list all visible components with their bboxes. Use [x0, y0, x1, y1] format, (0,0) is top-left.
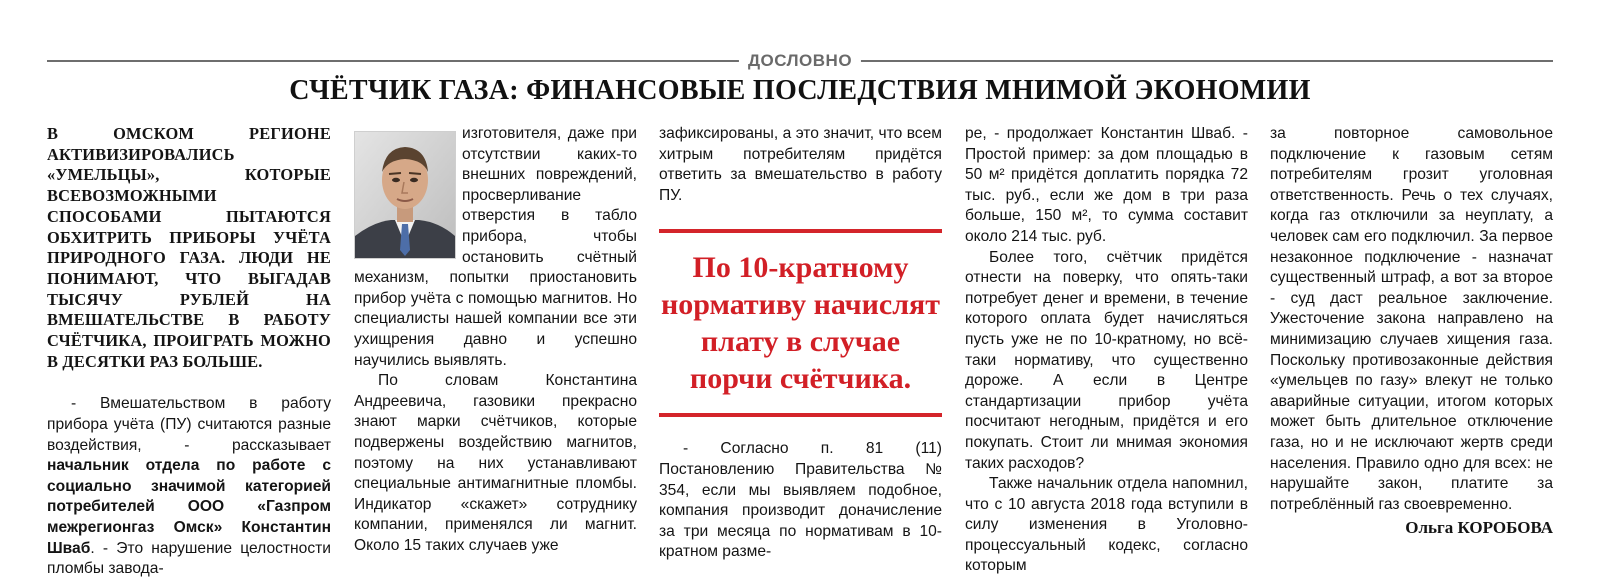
- body-paragraph-1b: изготовителя, даже при отсутствии каких-то внешних повреждений, просверливание отверстия в табло прибора, чтобы остановить счётный механизм, попытки приостановить прибор учёта с помощью магнитов. Но специалисты нашей компании все эти ухищрения давно и успешно научились выявлять.: [354, 125, 637, 369]
- body-paragraph-5b: за повторное самовольное подключение к газовым сетям потребителям грозит уголовная ответственность. Речь о тех случаях, когда газ отключили за неуплату, а человек сам его подключил. За первое незаконное подключение - назначат существенный штраф, а вот за второе - суд даст реальное заключение. Ужесточение закона направлено на минимизацию случаев хищения газа. Поскольку противозаконные действия «умельцев по газу» влекут не только аварийные ситуации, итогом которых может быть длительное отключение газа, но и не исключают жертв среди населения. Правило одно для всех: не нарушайте закон, платите за потреблённый газ своевременно.: [1270, 125, 1553, 513]
- portrait-photo: [354, 131, 456, 259]
- body-paragraph-5a: Также начальник отдела напомнил, что с 10 августа 2018 года вступили в силу изменения в Уголовно-процессуальный кодекс, согласно которым: [965, 475, 1248, 575]
- body-paragraph-1a: - Вмешательством в работу прибора учёта (ПУ) считаются разные воздействия, - рассказывает начальник отдела по работе с социально значимой категорией потребителей ООО «Газпром межрегионгаз Омск» Константин Шваб. - Это нарушение целостности пломбы завода-: [47, 395, 331, 578]
- rubric-label: ДОСЛОВНО: [739, 51, 861, 71]
- column-5: [1270, 124, 1553, 538]
- body-paragraph-3a: - Согласно п. 81 (11) Постановлению Правительства № 354, если мы выявляем подобное, компания производит доначисление за три месяца по нормативам в 10-кратном разме-: [659, 440, 942, 561]
- column-1: [47, 124, 331, 580]
- rubric-row: [47, 51, 1553, 71]
- lead-paragraph: В ОМСКОМ РЕГИОНЕ АКТИВИЗИРОВАЛИСЬ «УМЕЛЬЦЫ», КОТОРЫЕ ВСЕВОЗМОЖНЫМИ СПОСОБАМИ ПЫТАЮТСЯ ОБХИТРИТЬ ПРИБОРЫ УЧЁТА ПРИРОДНОГО ГАЗА. ЛЮДИ НЕ ПОНИМАЮТ, ЧТО ВЫГАДАВ ТЫСЯЧУ РУБЛЕЙ НА ВМЕШАТЕЛЬСТВЕ В РАБОТУ СЧЁТЧИКА, ПРОИГРАТЬ МОЖНО В ДЕСЯТКИ РАЗ БОЛЬШЕ.: [47, 124, 331, 371]
- portrait-image-icon: [355, 132, 455, 258]
- author-byline: Ольга КОРОБОВА: [1405, 518, 1553, 538]
- column-2: [354, 124, 637, 556]
- body-paragraph-2a: По словам Константина Андреевича, газовики прекрасно знают марки счётчиков, которые подвержены воздействию магнитов, поэтому на них устанавливают специальные антимагнитные пломбы. Индикатор «скажет» сотруднику компании, применялся ли магнит. Около 15 таких случаев уже: [354, 372, 637, 554]
- column-3: [659, 124, 942, 563]
- body-paragraph-3b: ре, - продолжает Константин Шваб. - Простой пример: за дом площадью в 50 м² придётся доплатить порядка 72 тыс. руб., если же дом в три раза больше, 150 м², то сумма составит около 214 тыс. руб.: [965, 125, 1248, 245]
- body-paragraph-2b: зафиксированы, а это значит, что всем хитрым потребителям придётся ответить за вмешательство в работу ПУ.: [659, 125, 942, 204]
- headline: СЧЁТЧИК ГАЗА: ФИНАНСОВЫЕ ПОСЛЕДСТВИЯ МНИМОЙ ЭКОНОМИИ: [289, 75, 1311, 106]
- column-4: [965, 124, 1248, 577]
- pull-quote: По 10-кратному нормативу начислят плату в случае порчи счётчика.: [659, 229, 942, 417]
- speaker-title: начальник отдела по работе с социально значимой категорией потребителей ООО «Газпром межрегионгаз Омск» Константин Шваб: [47, 457, 331, 557]
- body-paragraph-4: Более того, счётчик придётся отнести на поверку, что опять-таки потребует денег и времени, в течение которого оплата будет начисляться пусть уже не по 10-кратному, но всё-таки нормативу, что существенно дороже. А если в Центре стандартизации прибор учёта посчитают негодным, придётся и его покупать. Стоит ли мнимая экономия таких расходов?: [965, 248, 1248, 472]
